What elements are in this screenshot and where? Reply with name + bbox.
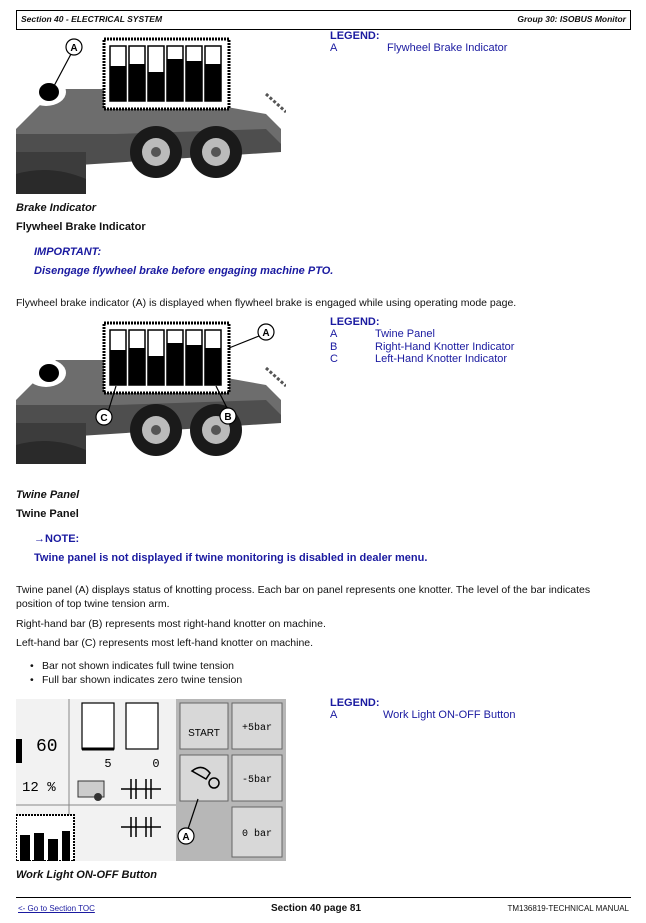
count-right: 0 [152,757,160,771]
page-footer [16,897,631,917]
start-button[interactable]: START [188,728,220,739]
group-title: Group 30: ISOBUS Monitor [517,14,626,24]
figure-caption: Twine Panel [16,489,80,501]
note-text: Twine panel is not displayed if twine monitoring is disabled in dealer menu. [34,552,428,564]
manual-id: TM136819-TECHNICAL MANUAL [507,904,629,913]
baler-twine-illustration [16,318,286,464]
plus-5bar-button[interactable]: +5bar [241,723,273,734]
legend-fig3 [330,697,515,722]
bullet-list [30,659,242,687]
zero-bar-button[interactable]: 0 bar [241,829,273,840]
count-left: 5 [104,757,112,771]
callout-c: C [100,413,108,424]
figure-caption: Work Light ON-OFF Button [16,869,157,881]
legend-title: LEGEND: [330,30,380,42]
section-title: Section 40 - ELECTRICAL SYSTEM [21,14,163,24]
paragraph: Left-hand bar (C) represents most left-hand knotter on machine. [16,637,314,649]
figure-caption: Brake Indicator [16,202,97,214]
figure-work-light-screen [16,699,286,861]
section-subtitle: Flywheel Brake Indicator [16,221,146,233]
section-subtitle: Twine Panel [16,508,79,520]
callout-b: B [224,412,232,423]
paragraph: Twine panel (A) displays status of knotting process. Each bar on panel represents one knotter. The level of the bar indicates position of top twine tension arm. [16,584,591,610]
monitor-screen-illustration [16,699,286,861]
toc-link[interactable]: <- Go to Section TOC [18,904,95,913]
minus-5bar-button[interactable]: -5bar [241,775,273,786]
speed-readout: 60 [36,737,58,757]
callout-a: A [262,328,270,339]
legend-row: A Twine Panel [330,328,435,340]
list-item: • Full bar shown indicates zero twine tension [30,673,242,687]
page-number: Section 40 page 81 [271,903,362,914]
legend-row: A Work Light ON-OFF Button [330,709,516,721]
baler-illustration [16,34,286,194]
important-label: IMPORTANT: [34,246,102,258]
page-header [16,10,631,30]
legend-fig2 [330,316,514,366]
note-label: →NOTE: [34,533,80,545]
callout-a: A [182,832,190,843]
figure-flywheel-brake [16,34,286,194]
legend-row: C Left-Hand Knotter Indicator [330,353,508,365]
legend-row: A Flywheel Brake Indicator [330,42,508,54]
legend-title: LEGEND: [330,316,380,328]
percent-readout: 12 % [22,780,56,796]
figure-twine-panel [16,318,286,464]
paragraph: Flywheel brake indicator (A) is displayed when flywheel brake is engaged while using operating mode page. [16,297,517,309]
legend-row: B Right-Hand Knotter Indicator [330,340,515,353]
callout-a: A [70,43,78,54]
legend-title: LEGEND: [330,697,380,709]
legend-fig1 [330,30,507,55]
paragraph: Right-hand bar (B) represents most right-hand knotter on machine. [16,618,326,630]
list-item: • Bar not shown indicates full twine tension [30,659,242,673]
important-text: Disengage flywheel brake before engaging machine PTO. [34,265,334,277]
